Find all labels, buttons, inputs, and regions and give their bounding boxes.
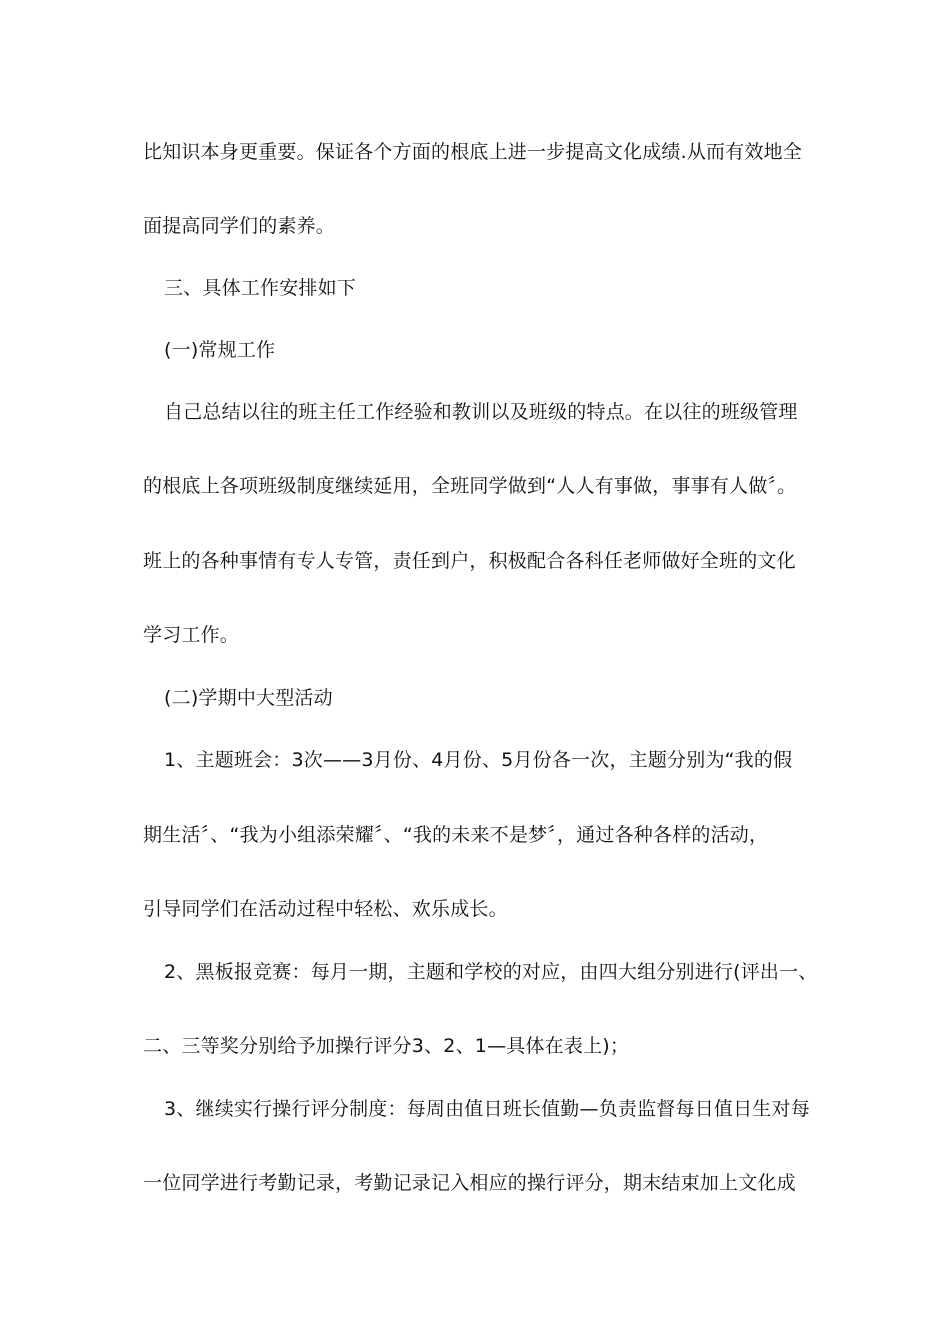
list-item-line: 一位同学进行考勤记录，考勤记录记入相应的操行评分，期末结束加上文化成 [143, 1172, 796, 1194]
subsection-heading: (二)学期中大型活动 [164, 687, 333, 709]
list-item-line: 3、继续实行操行评分制度：每周由值日班长值勤—负责监督每日值日生对每 [164, 1098, 810, 1120]
list-item-line: 二、三等奖分别给予加操行评分3、2、1—具体在表上)； [143, 1035, 630, 1057]
subsection-heading: (一)常规工作 [164, 339, 276, 361]
paragraph-line: 自己总结以往的班主任工作经验和教训以及班级的特点。在以往的班级管理 [164, 401, 798, 423]
paragraph-line: 比知识本身更重要。保证各个方面的根底上进一步提高文化成绩.从而有效地全 [143, 141, 803, 163]
paragraph-line: 班上的各种事情有专人专管，责任到户，积极配合各科任老师做好全班的文化 [143, 550, 796, 572]
list-item-line: 2、黑板报竞赛：每月一期，主题和学校的对应，由四大组分别进行(评出一、 [164, 961, 818, 983]
list-item-line: 引导同学们在活动过程中轻松、欢乐成长。 [143, 898, 508, 920]
paragraph-line: 面提高同学们的素养。 [143, 215, 336, 237]
list-item-line: 1、主题班会：3次——3月份、4月份、5月份各一次，主题分别为“我的假 [164, 749, 793, 771]
paragraph-line: 的根底上各项班级制度继续延用，全班同学做到“人人有事做，事事有人做〞。 [143, 475, 797, 497]
section-heading: 三、具体工作安排如下 [164, 277, 357, 299]
list-item-line: 期生活〞、“我为小组添荣耀〞、“我的未来不是梦〞，通过各种各样的活动， [143, 824, 769, 846]
paragraph-line: 学习工作。 [143, 624, 240, 646]
